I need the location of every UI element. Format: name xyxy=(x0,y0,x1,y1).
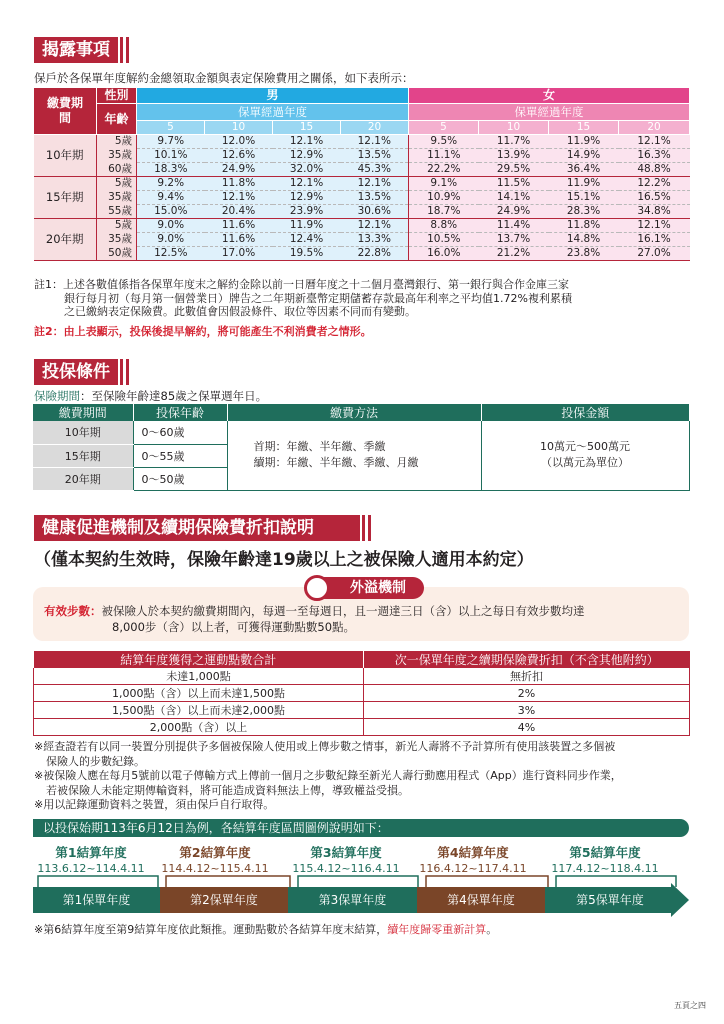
male-value-cell: 23.9% xyxy=(273,205,341,219)
section-title-text: 健康促進機制及續期保險費折扣說明 xyxy=(42,518,314,538)
male-value-cell: 45.3% xyxy=(341,163,409,177)
settle-year-name: 第1結算年度 xyxy=(55,845,127,860)
note-1-line: 之已繳納表定保險費。此數值會因假設條件、取位等因素不同而有變動。 xyxy=(64,305,416,318)
settle-year-name: 第3結算年度 xyxy=(310,845,382,860)
header-female-policy-year: 保單經過年度 xyxy=(409,104,690,121)
section-title-conditions xyxy=(34,359,118,385)
male-value-cell: 11.6% xyxy=(205,219,273,233)
male-value-cell: 9.4% xyxy=(137,191,205,205)
male-value-cell: 30.6% xyxy=(341,205,409,219)
female-value-cell: 8.8% xyxy=(409,219,479,233)
underwriting-table xyxy=(33,404,690,491)
discount-cell: 3% xyxy=(364,702,690,719)
settle-year xyxy=(410,843,536,875)
col-header: 次一保單年度之續期保險費折扣（不含其他附約） xyxy=(364,651,690,668)
term-cell: 20年期 xyxy=(34,219,97,261)
settle-year-name: 第5結算年度 xyxy=(569,845,641,860)
health-note-line: 若被保險人未能定期傳輸資料，將可能造成資料無法上傳，導致權益受損。 xyxy=(46,783,409,797)
male-value-cell: 17.0% xyxy=(205,247,273,261)
year-col: 20 xyxy=(619,121,690,135)
payment-method-cell xyxy=(227,421,481,490)
age-cell: 0～50歲 xyxy=(133,467,227,490)
discount-table xyxy=(33,651,690,736)
table-row xyxy=(34,233,690,247)
health-note-line: ※被保險人應在每月5號前以電子傳輸方式上傳前一個月之步數紀錄至新光人壽行動應用程式（App）進行資料同步作業， xyxy=(34,769,622,782)
settle-year-name: 第4結算年度 xyxy=(437,845,509,860)
female-value-cell: 15.1% xyxy=(549,191,619,205)
policy-year-segment: 第2保單年度 xyxy=(190,893,258,907)
insured-amount-line: （以萬元為單位） xyxy=(541,456,629,470)
male-value-cell: 13.3% xyxy=(341,233,409,247)
male-value-cell: 15.0% xyxy=(137,205,205,219)
male-value-cell: 11.9% xyxy=(273,219,341,233)
settle-year xyxy=(28,843,154,875)
female-value-cell: 21.2% xyxy=(479,247,549,261)
male-value-cell: 12.9% xyxy=(273,149,341,163)
year-col: 5 xyxy=(137,121,205,135)
table-row xyxy=(34,247,690,261)
female-value-cell: 10.9% xyxy=(409,191,479,205)
health-note-line: 保險人的步數紀錄。 xyxy=(46,754,145,768)
settle-year-range: 113.6.12~114.4.11 xyxy=(37,862,145,875)
female-value-cell: 22.2% xyxy=(409,163,479,177)
page-number: 五頁之四 xyxy=(674,1001,706,1010)
surrender-value-table xyxy=(33,87,690,261)
health-note-line: ※經查證若有以同一裝置分別提供予多個被保險人使用或上傳步數之情事，新光人壽將不予計算所有使用該裝置之多個被 xyxy=(34,740,616,753)
policy-year-segment: 第4保單年度 xyxy=(447,893,515,907)
year-col: 20 xyxy=(341,121,409,135)
male-value-cell: 9.0% xyxy=(137,233,205,247)
policy-year-segment: 第1保單年度 xyxy=(62,893,131,907)
female-value-cell: 13.9% xyxy=(479,149,549,163)
age-cell: 5歲 xyxy=(97,219,137,233)
female-value-cell: 14.8% xyxy=(549,233,619,247)
insurance-period-label: 保險期間 xyxy=(34,389,80,403)
male-value-cell: 22.8% xyxy=(341,247,409,261)
settle-year-range: 114.4.12~115.4.11 xyxy=(161,862,269,875)
male-value-cell: 12.9% xyxy=(273,191,341,205)
male-value-cell: 9.0% xyxy=(137,219,205,233)
footer-note-text: 。 xyxy=(486,923,498,936)
note-2: 註2：由上表顯示，投保後提早解約，將可能產生不利消費者之情形。 xyxy=(34,325,372,338)
male-value-cell: 12.1% xyxy=(205,191,273,205)
female-value-cell: 11.4% xyxy=(479,219,549,233)
spillover-badge xyxy=(306,577,424,599)
male-value-cell: 9.7% xyxy=(137,135,205,149)
female-value-cell: 29.5% xyxy=(479,163,549,177)
age-cell: 5歲 xyxy=(97,135,137,149)
female-value-cell: 12.1% xyxy=(619,135,690,149)
policy-year-segment: 第5保單年度 xyxy=(576,893,644,907)
male-value-cell: 12.6% xyxy=(205,149,273,163)
age-cell: 35歲 xyxy=(97,191,137,205)
settle-year-name: 第2結算年度 xyxy=(179,845,251,860)
female-value-cell: 13.7% xyxy=(479,233,549,247)
year-col: 5 xyxy=(409,121,479,135)
title-bars-decoration xyxy=(120,359,132,385)
insurance-period-text: ：至保險年齡達85歲之保單週年日。 xyxy=(80,389,268,403)
female-value-cell: 28.3% xyxy=(549,205,619,219)
male-value-cell: 12.5% xyxy=(137,247,205,261)
steps-label: 有效步數： xyxy=(44,604,102,618)
male-value-cell: 19.5% xyxy=(273,247,341,261)
male-value-cell: 13.5% xyxy=(341,191,409,205)
female-value-cell: 16.0% xyxy=(409,247,479,261)
male-value-cell: 10.1% xyxy=(137,149,205,163)
col-header: 繳費期間 xyxy=(33,404,133,421)
male-value-cell: 24.9% xyxy=(205,163,273,177)
term-cell: 10年期 xyxy=(33,421,133,444)
settle-year-range: 116.4.12~117.4.11 xyxy=(419,862,527,875)
age-cell: 35歲 xyxy=(97,149,137,163)
insurance-period xyxy=(34,388,267,404)
points-cell: 1,000點（含）以上而未達1,500點 xyxy=(34,685,364,702)
settle-year xyxy=(283,843,409,875)
table-row xyxy=(34,205,690,219)
table-row xyxy=(34,219,690,233)
points-cell: 1,500點（含）以上而未達2,000點 xyxy=(34,702,364,719)
female-value-cell: 11.1% xyxy=(409,149,479,163)
table-row xyxy=(34,149,690,163)
spillover-badge-text: 外溢機制 xyxy=(350,580,406,596)
badge-circle-decoration xyxy=(304,575,330,601)
female-value-cell: 11.5% xyxy=(479,177,549,191)
female-value-cell: 10.5% xyxy=(409,233,479,247)
female-value-cell: 11.9% xyxy=(549,177,619,191)
discount-cell: 2% xyxy=(364,685,690,702)
female-value-cell: 16.5% xyxy=(619,191,690,205)
female-value-cell: 14.9% xyxy=(549,149,619,163)
timeline-footer-note xyxy=(34,921,497,937)
male-value-cell: 11.8% xyxy=(205,177,273,191)
age-cell: 35歲 xyxy=(97,233,137,247)
header-term: 繳費期間 xyxy=(34,88,97,135)
section-title-disclosure xyxy=(34,37,118,63)
year-col: 15 xyxy=(273,121,341,135)
section-title-text: 投保條件 xyxy=(42,362,110,382)
header-male: 男 xyxy=(137,88,409,104)
payment-method-line: 首期：年繳、半年繳、季繳 xyxy=(253,440,386,454)
section-title-health xyxy=(34,515,360,541)
timeline-banner xyxy=(33,819,689,837)
male-value-cell: 18.3% xyxy=(137,163,205,177)
female-value-cell: 18.7% xyxy=(409,205,479,219)
table-row xyxy=(34,135,690,149)
footer-note-highlight: 續年度歸零重新計算 xyxy=(387,923,487,936)
steps-text xyxy=(44,603,585,635)
section-title-text: 揭露事項 xyxy=(42,40,110,60)
female-value-cell: 27.0% xyxy=(619,247,690,261)
age-cell: 0～60歲 xyxy=(133,421,227,444)
male-value-cell: 12.1% xyxy=(273,177,341,191)
note-1-line: 銀行每月初（每月第一個營業日）牌告之二年期新臺幣定期儲蓄存款最高年利率之平均值1.72%複利累積 xyxy=(64,291,572,305)
header-male-policy-year: 保單經過年度 xyxy=(137,104,409,121)
health-notes xyxy=(34,740,622,813)
female-value-cell: 34.8% xyxy=(619,205,690,219)
female-value-cell: 11.8% xyxy=(549,219,619,233)
term-cell: 15年期 xyxy=(33,444,133,467)
note-1-label: 註1： xyxy=(34,278,63,291)
header-female: 女 xyxy=(409,88,690,104)
male-value-cell: 12.4% xyxy=(273,233,341,247)
note-1 xyxy=(34,278,572,319)
table-row xyxy=(34,177,690,191)
col-header: 結算年度獲得之運動點數合計 xyxy=(34,651,364,668)
age-cell: 60歲 xyxy=(97,163,137,177)
female-value-cell: 16.3% xyxy=(619,149,690,163)
male-value-cell: 12.1% xyxy=(341,135,409,149)
steps-line: 被保險人於本契約繳費期間內，每週一至每週日，且一週達三日（含）以上之每日有效步數均達 xyxy=(101,604,585,618)
female-value-cell: 14.1% xyxy=(479,191,549,205)
year-col: 10 xyxy=(205,121,273,135)
female-value-cell: 36.4% xyxy=(549,163,619,177)
title-bars-decoration xyxy=(120,37,132,63)
female-value-cell: 12.1% xyxy=(619,219,690,233)
female-value-cell: 16.1% xyxy=(619,233,690,247)
male-value-cell: 12.1% xyxy=(273,135,341,149)
female-value-cell: 24.9% xyxy=(479,205,549,219)
footer-note-text: ※第6結算年度至第9結算年度依此類推。運動點數於各結算年度末結算， xyxy=(34,923,388,936)
payment-method-line: 續期：年繳、半年繳、季繳、月繳 xyxy=(253,456,419,470)
title-bars-decoration xyxy=(362,515,374,541)
term-cell: 10年期 xyxy=(34,135,97,177)
male-value-cell: 32.0% xyxy=(273,163,341,177)
female-value-cell: 48.8% xyxy=(619,163,690,177)
health-subtitle: （僅本契約生效時，保險年齡達19歲以上之被保險人適用本約定） xyxy=(34,550,534,570)
age-cell: 0～55歲 xyxy=(133,444,227,467)
insured-amount-line: 10萬元～500萬元 xyxy=(540,440,630,454)
disclosure-intro: 保戶於各保單年度解約金總領取金額與表定保險費用之關係，如下表所示： xyxy=(34,71,414,85)
insured-amount-cell xyxy=(481,421,689,490)
age-cell: 5歲 xyxy=(97,177,137,191)
male-value-cell: 12.0% xyxy=(205,135,273,149)
age-cell: 55歲 xyxy=(97,205,137,219)
col-header: 繳費方法 xyxy=(227,404,481,421)
table-row xyxy=(34,163,690,177)
col-header: 投保年齡 xyxy=(133,404,227,421)
male-value-cell: 20.4% xyxy=(205,205,273,219)
term-cell: 20年期 xyxy=(33,467,133,490)
male-value-cell: 12.1% xyxy=(341,177,409,191)
female-value-cell: 11.9% xyxy=(549,135,619,149)
female-value-cell: 12.2% xyxy=(619,177,690,191)
table-row xyxy=(34,191,690,205)
settle-year xyxy=(152,843,278,875)
health-note-line: ※用以記錄運動資料之裝置，須由保戶自行取得。 xyxy=(34,798,275,811)
male-value-cell: 11.6% xyxy=(205,233,273,247)
age-cell: 50歲 xyxy=(97,247,137,261)
header-age: 年齡 xyxy=(97,104,137,135)
male-value-cell: 13.5% xyxy=(341,149,409,163)
points-cell: 未達1,000點 xyxy=(34,668,364,685)
term-cell: 15年期 xyxy=(34,177,97,219)
header-gender: 性別 xyxy=(97,88,137,104)
discount-cell: 無折扣 xyxy=(364,668,690,685)
note-1-line: 上述各數值係指各保單年度末之解約金除以前一日曆年度之十二個月臺灣銀行、第一銀行與合作金庫三家 xyxy=(63,278,569,291)
settle-year-range: 117.4.12~118.4.11 xyxy=(551,862,659,875)
policy-year-segment: 第3保單年度 xyxy=(318,893,387,907)
discount-cell: 4% xyxy=(364,719,690,736)
year-col: 10 xyxy=(479,121,549,135)
steps-line: 8,000步（含）以上者，可獲得運動點數50點。 xyxy=(112,620,356,634)
settle-year xyxy=(542,843,668,875)
settle-year-range: 115.4.12~116.4.11 xyxy=(292,862,400,875)
points-cell: 2,000點（含）以上 xyxy=(34,719,364,736)
female-value-cell: 23.8% xyxy=(549,247,619,261)
male-value-cell: 12.1% xyxy=(341,219,409,233)
female-value-cell: 9.1% xyxy=(409,177,479,191)
male-value-cell: 9.2% xyxy=(137,177,205,191)
year-col: 15 xyxy=(549,121,619,135)
female-value-cell: 11.7% xyxy=(479,135,549,149)
col-header: 投保金額 xyxy=(481,404,689,421)
female-value-cell: 9.5% xyxy=(409,135,479,149)
timeline-banner-text: 以投保始期113年6月12日為例，各結算年度區間圖例說明如下： xyxy=(43,821,389,835)
